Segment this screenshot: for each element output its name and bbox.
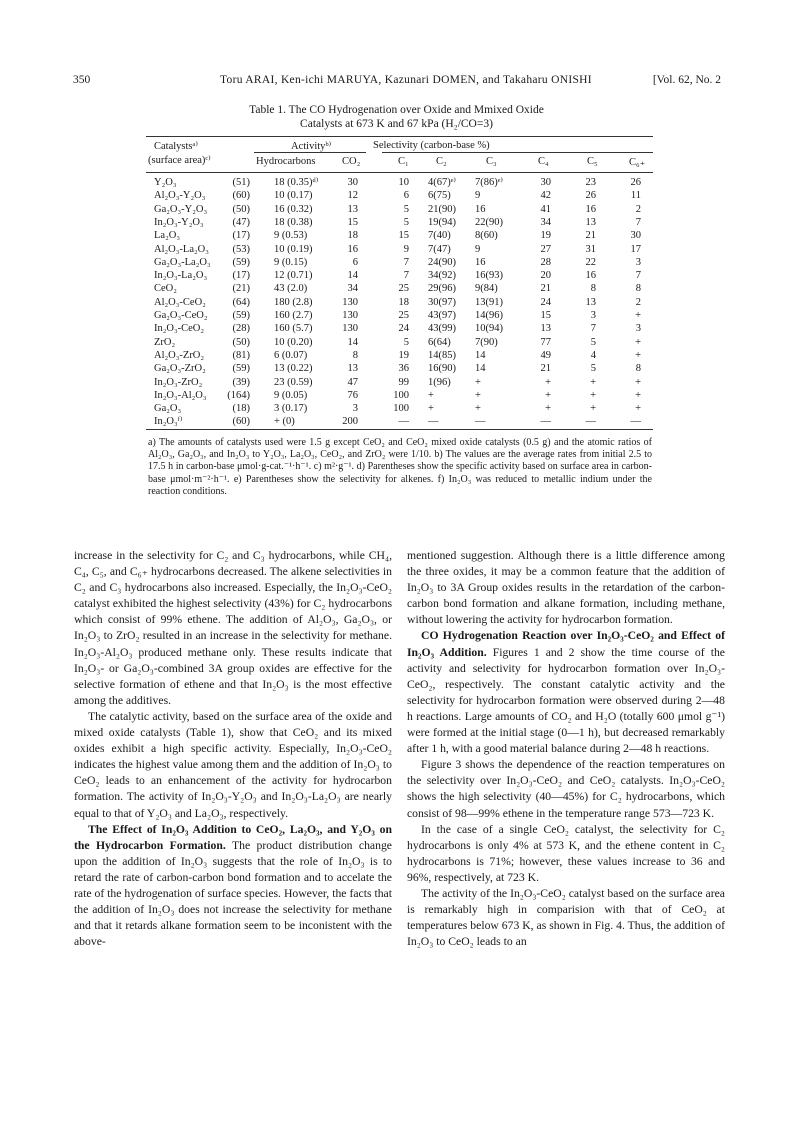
cell-c3: 14(96): [475, 310, 503, 321]
cell-c1: 5: [403, 203, 409, 215]
cell-c3: 9: [475, 243, 481, 255]
cell-c3: 8(60): [475, 230, 498, 242]
cell-hc: 9 (0.53): [274, 230, 308, 242]
cell-hc: 18 (0.38): [274, 216, 313, 228]
cell-c5: 5: [590, 336, 596, 348]
cell-c4: 24: [540, 296, 551, 308]
cell-area: (59): [232, 363, 250, 375]
cell-hc: 9 (0.05): [274, 389, 308, 401]
cell-co2: 6: [352, 256, 358, 268]
cell-cat: In₂O₃-Y₂O₃: [154, 216, 204, 228]
cell-c1: 100: [393, 403, 409, 415]
cell-co2: 34: [347, 283, 358, 295]
cell-c3: 7(86)ᵉ⁾: [475, 177, 504, 188]
cell-area: (47): [232, 216, 250, 228]
cell-c6: 3: [635, 323, 641, 335]
cell-co2: 76: [347, 389, 358, 401]
cell-c2: +: [428, 403, 434, 415]
cell-cat: Ga₂O₃: [154, 403, 182, 415]
cell-c2: 29(96): [428, 283, 456, 295]
cell-c6: 8: [635, 283, 641, 295]
cell-co2: 13: [347, 363, 358, 375]
cell-cat: In₂O₃-CeO₂: [154, 323, 205, 335]
cell-c1: 25: [398, 283, 409, 295]
activity-rule: [254, 152, 366, 153]
cell-c5: —: [585, 416, 596, 428]
cell-c5: 8: [590, 283, 596, 295]
cell-c3: 13(91): [475, 296, 503, 308]
cell-c6: 8: [635, 363, 641, 375]
cell-cat: La₂O₃: [154, 230, 180, 242]
cell-co2: 130: [342, 323, 358, 335]
cell-c1: 9: [403, 243, 409, 255]
table-footnotes: a) The amounts of catalysts used were 1.5 g except CeO₂ and CeO₂ mixed oxide catalysts (0.5 g) and the atomic ratios of Al₂O₃, Ga₂O₃, and In₂O₃ to Y₂O₃, La₂O₃, CeO₂, and ZrO₂ were 1/10. b) The values are the average rates from initial 2.5 to 17.5 h in carbon-base μmol·g-cat.⁻¹·h⁻¹. c) m²·g⁻¹. d) Parentheses show the specific activity based on surface area in carbon-base μmol·m⁻²·h⁻¹. e) Parentheses show the selectivity for alkenes. f) In₂O₃ was reduced to metallic indium under the reaction conditions.: [148, 437, 652, 497]
cell-cat: In₂O₃-La₂O₃: [154, 270, 208, 282]
cell-c1: 19: [398, 349, 409, 361]
left-paragraph-1: increase in the selectivity for C₂ and C₃ hydrocarbons, while CH₄, C₄, C₅, and C₆₊ hydrocarbons decreased. The alkene selectivities in C₂ and C₃ hydrocarbons also increased. Especially, the In₂O₃-CeO₂ catalyst exhibited the highest selectivity (43%) for C₂ hydrocarbons which consist of 99% ethene. The addition of Al₂O₃, Ga₂O₃, or In₂O₃ to ZrO₂ resulted in an increase in the selectivity for methane. In₂O₃-Al₂O₃ produced methane only. These results indicate that In₂O₃- or Ga₂O₃-combined 3A group oxides are effective for the selective formation of ethene and that In₂O₃ is the most effective among the additives.: [74, 549, 392, 707]
cell-c1: 5: [403, 216, 409, 228]
cell-c5: 4: [590, 349, 596, 361]
cell-c6: 26: [630, 177, 641, 188]
cell-hc: 160 (5.7): [274, 323, 313, 335]
cell-c6: 11: [630, 190, 641, 202]
header-hydrocarbons: Hydrocarbons: [256, 156, 316, 167]
section-heading-in2o3-effect: The Effect of In₂O₃ Addition to CeO₂, La₂O₃, and Y₂O₃ on the Hydrocarbon Formation.: [74, 822, 392, 852]
cell-area: (81): [232, 349, 250, 361]
cell-cat: Ga₂O₃-Y₂O₃: [154, 203, 208, 215]
cell-co2: 13: [347, 203, 358, 215]
cell-c2: 16(90): [428, 363, 456, 375]
cell-hc: 3 (0.17): [274, 403, 308, 415]
cell-c5: 16: [585, 203, 596, 215]
cell-c2: 43(97): [428, 310, 456, 321]
cell-co2: 130: [342, 310, 358, 321]
cell-hc: 18 (0.35)ᵈ⁾: [274, 177, 319, 188]
cell-c4: 30: [540, 177, 551, 188]
header-activity: Activityᵇ⁾: [291, 141, 332, 152]
cell-c4: 19: [540, 230, 551, 242]
cell-hc: 12 (0.71): [274, 270, 313, 282]
cell-co2: 8: [352, 349, 358, 361]
cell-c3: 14: [475, 349, 486, 361]
cell-hc: 10 (0.17): [274, 190, 313, 202]
cell-co2: 30: [347, 177, 358, 188]
right-paragraph-3: Figure 3 shows the dependence of the reaction temperatures on the selectivity over In₂O₃-CeO₂ and CeO₂ catalysts. In₂O₃-CeO₂ shows the high selectivity (40—45%) for C₂ hydrocarbons, which consist of 98—99% ethene in the temperature range 573—723 K.: [407, 758, 725, 820]
cell-c5: 22: [585, 256, 596, 268]
cell-c5: +: [590, 376, 596, 388]
cell-c3: 7(90): [475, 336, 498, 348]
right-paragraph-2: [407, 628, 725, 757]
cell-c6: 17: [630, 243, 641, 255]
cell-co2: 12: [347, 190, 358, 202]
cell-c4: 34: [540, 216, 551, 228]
header-c4: C₄: [538, 156, 549, 167]
cell-cat: CeO₂: [154, 283, 177, 295]
header-catalysts: Catalystsᵃ⁾: [154, 141, 198, 152]
cell-c5: +: [590, 389, 596, 401]
cell-area: (60): [232, 416, 250, 428]
cell-cat: Al₂O₃-CeO₂: [154, 296, 206, 308]
cell-cat: Al₂O₃-ZrO₂: [154, 349, 205, 361]
cell-c4: 21: [540, 283, 551, 295]
cell-c6: 30: [630, 230, 641, 242]
table-row: [146, 337, 653, 349]
cell-c2: 7(47): [428, 243, 451, 255]
cell-hc: 160 (2.7): [274, 310, 313, 321]
right-column: [407, 548, 725, 950]
cell-c6: 7: [635, 270, 641, 282]
cell-c4: 28: [540, 256, 551, 268]
cell-c6: 2: [635, 203, 641, 215]
cell-c2: 43(99): [428, 323, 456, 335]
cell-c3: 9(84): [475, 283, 498, 295]
cell-cat: Al₂O₃-Y₂O₃: [154, 190, 206, 202]
cell-c2: 30(97): [428, 296, 456, 308]
cell-c2: 19(94): [428, 216, 456, 228]
cell-c1: 24: [398, 323, 409, 335]
cell-co2: 47: [347, 376, 358, 388]
table-caption-conditions: Catalysts at 673 K and 67 kPa (H₂/CO=3): [300, 118, 493, 130]
cell-c1: 100: [393, 389, 409, 401]
cell-area: (21): [232, 283, 250, 295]
cell-co2: 14: [347, 336, 358, 348]
cell-c3: 16: [475, 203, 486, 215]
cell-co2: 16: [347, 243, 358, 255]
cell-c5: 13: [585, 296, 596, 308]
header-co2: CO₂: [342, 156, 361, 167]
cell-c6: +: [635, 310, 641, 321]
cell-area: (17): [232, 270, 250, 282]
header-c2: C₂: [436, 156, 447, 167]
cell-co2: 15: [347, 216, 358, 228]
cell-cat: In₂O₃-ZrO₂: [154, 376, 203, 388]
cell-hc: 43 (2.0): [274, 283, 308, 295]
table-row: [146, 230, 653, 242]
table-row: [146, 204, 653, 216]
cell-area: (51): [232, 177, 250, 188]
cell-c2: 34(92): [428, 270, 456, 282]
cell-hc: 6 (0.07): [274, 349, 308, 361]
header-c5: C₅: [587, 156, 598, 167]
page-number: 350: [73, 74, 91, 86]
cell-c3: 22(90): [475, 216, 503, 228]
header-c3: C₃: [486, 156, 497, 167]
cell-c5: 5: [590, 363, 596, 375]
header-c1: C₁: [398, 156, 409, 167]
cell-c4: 27: [540, 243, 551, 255]
table-row: [146, 270, 653, 282]
cell-area: (39): [232, 376, 250, 388]
table-row: [146, 416, 653, 428]
table-row: [146, 244, 653, 256]
cell-c1: 36: [398, 363, 409, 375]
cell-c2: 6(75): [428, 190, 451, 202]
table-row: [146, 297, 653, 309]
cell-c3: 16(93): [475, 270, 503, 282]
cell-c2: +: [428, 389, 434, 401]
cell-c2: 21(90): [428, 203, 456, 215]
header-bottom-rule: [146, 172, 653, 173]
left-paragraph-3: [74, 822, 392, 951]
cell-c5: 7: [590, 323, 596, 335]
cell-c5: 13: [585, 216, 596, 228]
cell-c6: 3: [635, 256, 641, 268]
cell-c3: 14: [475, 363, 486, 375]
cell-c3: 16: [475, 256, 486, 268]
cell-hc: 13 (0.22): [274, 363, 313, 375]
cell-co2: 14: [347, 270, 358, 282]
cell-cat: In₂O₃ᶠ⁾: [154, 416, 183, 428]
left-column: [74, 548, 392, 950]
cell-c4: +: [545, 376, 551, 388]
cell-c4: 20: [540, 270, 551, 282]
cell-hc: 10 (0.19): [274, 243, 313, 255]
cell-c4: 49: [540, 349, 551, 361]
right-paragraph-1: mentioned suggestion. Although there is a little difference among the three oxides, it may be a common feature that the addition of In₂O₃ to 3A Group oxides results in the retardation of the carbon-carbon bond formation and alkane formation, including methane, without lowering the activity for hydrocarbon formation.: [407, 549, 725, 627]
cell-cat: In₂O₃-Al₂O₃: [154, 389, 207, 401]
cell-c4: 15: [540, 310, 551, 321]
cell-area: (164): [227, 389, 250, 401]
cell-area: (17): [232, 230, 250, 242]
cell-co2: 130: [342, 296, 358, 308]
cell-area: (28): [232, 323, 250, 335]
cell-c2: —: [428, 416, 439, 428]
cell-area: (59): [232, 310, 250, 321]
cell-c6: +: [635, 389, 641, 401]
table-row: [146, 377, 653, 389]
cell-hc: 23 (0.59): [274, 376, 313, 388]
cell-c5: 21: [585, 230, 596, 242]
cell-c4: +: [545, 389, 551, 401]
cell-area: (50): [232, 203, 250, 215]
cell-c2: 24(90): [428, 256, 456, 268]
cell-hc: + (0): [274, 416, 295, 428]
cell-hc: 9 (0.15): [274, 256, 308, 268]
cell-c2: 4(67)ᵉ⁾: [428, 177, 457, 188]
cell-c5: 26: [585, 190, 596, 202]
cell-cat: Ga₂O₃-La₂O₃: [154, 256, 211, 268]
cell-cat: ZrO₂: [154, 336, 176, 348]
table-row: [146, 190, 653, 202]
header-selectivity: Selectivity (carbon-base %): [373, 140, 490, 151]
cell-hc: 10 (0.20): [274, 336, 313, 348]
table-top-rule: [146, 136, 653, 137]
cell-hc: 16 (0.32): [274, 203, 313, 215]
table-row: [146, 283, 653, 295]
cell-c5: +: [590, 403, 596, 415]
cell-area: (18): [232, 403, 250, 415]
cell-c6: +: [635, 349, 641, 361]
cell-c6: +: [635, 376, 641, 388]
cell-c1: 25: [398, 310, 409, 321]
right-paragraph-2-text: Figures 1 and 2 show the time course of the activity and selectivity for hydrocarbon formation over In₂O₃-CeO₂, respectively. The constant catalytic activity and the selectivity for hydrocarbon formation were observed during 2—48 h reactions. Large amounts of CO₂ and H₂O (totally 600 μmol g⁻¹) were formed at the initial stage (0—1 h), but decreased remarkably after 1 h, with a good material balance during 2—48 h reactions.: [407, 645, 725, 756]
table-caption-title: Table 1. The CO Hydrogenation over Oxide and Mmixed Oxide: [249, 104, 544, 116]
cell-c1: 15: [398, 230, 409, 242]
table-row: [146, 323, 653, 335]
cell-c2: 7(40): [428, 230, 451, 242]
cell-c1: 5: [403, 336, 409, 348]
cell-c4: 13: [540, 323, 551, 335]
cell-area: (59): [232, 256, 250, 268]
cell-cat: Al₂O₃-La₂O₃: [154, 243, 209, 255]
running-authors: Toru ARAI, Ken-ichi MARUYA, Kazunari DOMEN, and Takaharu ONISHI: [220, 74, 592, 86]
cell-c4: 21: [540, 363, 551, 375]
cell-c4: 42: [540, 190, 551, 202]
table-row: [146, 177, 653, 189]
cell-cat: Ga₂O₃-ZrO₂: [154, 363, 206, 375]
journal-volume: [Vol. 62, No. 2: [652, 74, 721, 86]
left-paragraph-2: The catalytic activity, based on the surface area of the oxide and mixed oxide catalysts (Table 1), show that CeO₂ and its mixed oxides exhibit a high specific activity. Especially, In₂O₃-CeO₂ indicates the highest value among them and the addition of In₂O₃ to CeO₂ leads to an enhancement of the activity for hydrocarbon formation. The activity of In₂O₃-Y₂O₃ and In₂O₃-La₂O₃ are nearly equal to that of Y₂O₃ and La₂O₃, respectively.: [74, 709, 392, 820]
cell-co2: 3: [352, 403, 358, 415]
cell-c3: —: [475, 416, 486, 428]
cell-c2: 6(64): [428, 336, 451, 348]
table-row: [146, 350, 653, 362]
header-surface-area: (surface area)ᶜ⁾: [148, 155, 211, 166]
table-row: [146, 390, 653, 402]
cell-c6: —: [630, 416, 641, 428]
cell-c4: +: [545, 403, 551, 415]
cell-c2: 14(85): [428, 349, 456, 361]
cell-c1: 18: [398, 296, 409, 308]
cell-c6: 7: [635, 216, 641, 228]
header-c6: C₆₊: [629, 157, 646, 168]
table-row: [146, 403, 653, 415]
cell-area: (50): [232, 336, 250, 348]
cell-c6: +: [635, 336, 641, 348]
cell-hc: 180 (2.8): [274, 296, 313, 308]
cell-c1: 6: [403, 190, 409, 202]
cell-area: (64): [232, 296, 250, 308]
cell-c4: 41: [540, 203, 551, 215]
cell-co2: 18: [347, 230, 358, 242]
cell-c1: 7: [403, 256, 409, 268]
cell-cat: Ga₂O₃-CeO₂: [154, 310, 208, 321]
table-row: [146, 363, 653, 375]
cell-c3: +: [475, 389, 481, 401]
cell-c5: 3: [590, 310, 596, 321]
table-row: [146, 310, 653, 322]
left-paragraph-3-text: The product distribution change upon the addition of In₂O₃ suggests that the role of In₂O₃ is to retard the rate of carbon-carbon bond formation and to accelate the rate of the hydrogenation of surface species. However, the facts that the addition of In₂O₃ does not increase the selectivity for methane and that it retards alkane formation seem to be inconistent with the above-: [74, 838, 392, 949]
selectivity-rule: [382, 152, 653, 153]
cell-c2: 1(96): [428, 376, 451, 388]
cell-c6: 2: [635, 296, 641, 308]
cell-area: (53): [232, 243, 250, 255]
table-row: [146, 257, 653, 269]
right-paragraph-5: The activity of the In₂O₃-CeO₂ catalyst based on the surface area is remarkably high in comparision with that of CeO₂ at temperatures below 673 K, as shown in Fig. 4. Thus, the addition of In₂O₃ to CeO₂ leads to an: [407, 886, 725, 949]
cell-c1: —: [398, 416, 409, 428]
cell-c5: 23: [585, 177, 596, 188]
cell-c1: 99: [398, 376, 409, 388]
cell-c1: 7: [403, 270, 409, 282]
cell-c6: +: [635, 403, 641, 415]
cell-c3: 10(94): [475, 323, 503, 335]
cell-c4: —: [540, 416, 551, 428]
cell-c4: 77: [540, 336, 551, 348]
cell-cat: Y₂O₃: [154, 177, 177, 188]
cell-area: (60): [232, 190, 250, 202]
cell-c3: +: [475, 376, 481, 388]
cell-c5: 16: [585, 270, 596, 282]
cell-co2: 200: [342, 416, 358, 428]
cell-c3: 9: [475, 190, 481, 202]
section-heading-co-hydrogenation: CO Hydrogenation Reaction over In₂O₃-CeO₂ and Effect of In₂O₃ Addition.: [407, 629, 725, 659]
right-paragraph-4: In the case of a single CeO₂ catalyst, the selectivity for C₂ hydrocarbons is only 4% at 573 K, and the ethene content in C₂ hydrocarbons is 71%; however, these values increase to 36 and 96%, respectively, at 723 K.: [407, 822, 725, 884]
cell-c1: 10: [398, 177, 409, 188]
cell-c3: +: [475, 403, 481, 415]
table-row: [146, 217, 653, 229]
table-bottom-rule: [146, 429, 653, 430]
cell-c5: 31: [585, 243, 596, 255]
